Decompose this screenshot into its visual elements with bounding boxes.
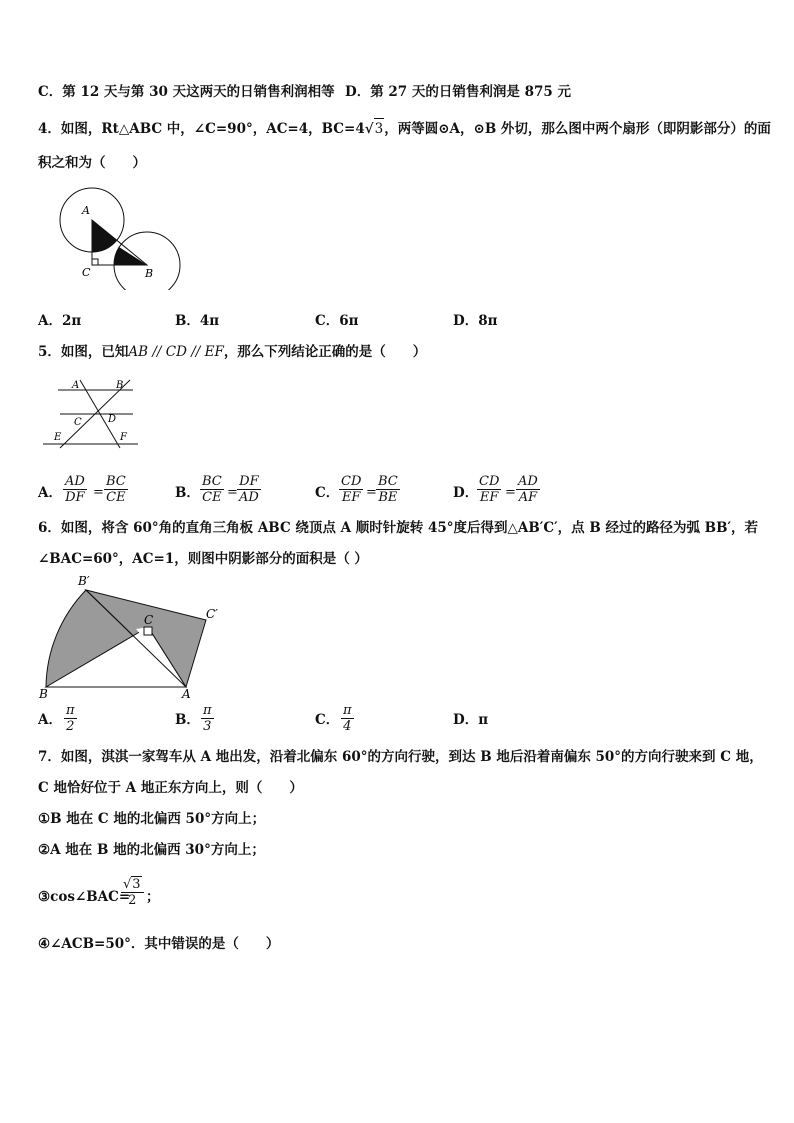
q5-figure <box>38 372 148 452</box>
q4-stem-a: 4．如图，Rt△ABC 中，∠C=90°，AC=4，BC=4 <box>38 121 365 137</box>
right-angle-mark <box>144 627 152 635</box>
q5-b-num1: BC <box>202 474 222 489</box>
q5-d-den2: AF <box>518 490 538 505</box>
q5-b-frac1 <box>200 474 224 505</box>
q5-c-den2: BE <box>378 490 398 505</box>
q5-a-den2: CE <box>106 490 126 505</box>
q5-option-c-label: C． <box>315 485 340 501</box>
q7-s3-frac <box>121 876 144 908</box>
fig-label-b: B <box>116 380 124 391</box>
q4-option-d: D．8π <box>453 313 498 329</box>
q7-statement-2: ②A 地在 B 地的北偏西 30°方向上； <box>38 842 265 858</box>
q5-b-frac2 <box>237 474 261 505</box>
q5-option-d-label: D． <box>453 485 479 501</box>
q5-stem-a: 5．如图，已知 <box>38 344 129 360</box>
q5-d-num2: AD <box>518 474 538 489</box>
q5-a-frac1 <box>63 474 87 505</box>
fig-label-b: B <box>145 267 154 280</box>
q5-b-equals: = <box>227 485 238 500</box>
fig-label-b-prime: B′ <box>78 574 90 588</box>
fig-label-c-prime: C′ <box>206 607 218 621</box>
q6-figure <box>36 572 236 702</box>
q6-c-den: 4 <box>343 719 352 734</box>
q6-b-num: π <box>203 703 212 718</box>
q5-c-frac2 <box>376 474 400 505</box>
q5-stem <box>38 342 426 362</box>
q5-a-num1: AD <box>65 474 85 489</box>
q5-d-frac2 <box>516 474 540 505</box>
q4-stem-line1: 4．如图，Rt△ABC 中，∠C=90°，AC=4，BC=4√3，两等圆⊙A，⊙B 外切，那么图中两个扇形（即阴影部分）的面 <box>38 118 771 139</box>
fig-label-a: A <box>72 380 80 391</box>
q5-a-den1: DF <box>65 490 85 505</box>
q6-option-d: D．π <box>453 712 489 728</box>
q7-stem-line1: 7．如图，淇淇一家驾车从 A 地出发，沿着北偏东 60°的方向行驶，到达 B 地后沿着南偏东 50°的方向行驶来到 C 地， <box>38 749 763 765</box>
q5-b-den2: AD <box>239 490 259 505</box>
q6-c-num: π <box>343 703 352 718</box>
q6-option-c-label: C． <box>315 712 340 728</box>
q5-a-equals: = <box>93 485 104 500</box>
q6-a-num: π <box>66 703 75 718</box>
q5-c-den1: EF <box>341 490 361 505</box>
fig-label-f: F <box>120 432 127 443</box>
q6-stem-line1: 6．如图，将含 60°角的直角三角板 ABC 绕顶点 A 顺时针旋转 45°度后得到△AB′C′，点 B 经过的路径为弧 BB′，若 <box>38 520 759 536</box>
q4-stem-b: ，两等圆⊙A，⊙B 外切，那么图中两个扇形（即阴影部分）的面 <box>384 121 771 137</box>
q6-a-frac <box>64 703 77 734</box>
q4-sqrt: 3 <box>374 118 385 139</box>
q4-option-c: C．6π <box>315 313 359 329</box>
fig-label-b: B <box>39 687 48 701</box>
q4-stem-line2: 积之和为（ ） <box>38 155 146 171</box>
q7-s3-suffix: ； <box>146 889 160 905</box>
q5-parallel: AB // CD // EF <box>128 344 224 360</box>
q6-b-frac <box>201 703 214 734</box>
q7-statement-1: ①B 地在 C 地的北偏西 50°方向上； <box>38 811 266 827</box>
q5-c-num1: CD <box>341 474 362 489</box>
q5-d-num1: CD <box>479 474 500 489</box>
q4-option-b: B．4π <box>175 313 220 329</box>
fig-label-c: C <box>144 613 154 627</box>
q5-d-den1: EF <box>479 490 499 505</box>
q6-stem-line2: ∠BAC=60°，AC=1，则图中阴影部分的面积是（ ） <box>38 551 368 567</box>
fig-label-a: A <box>82 204 90 217</box>
q5-option-a-label: A． <box>38 485 62 501</box>
fig-label-e: E <box>54 432 62 443</box>
q7-s3-sqrt: 3 <box>132 877 141 892</box>
q7-s3-den: 2 <box>128 893 137 908</box>
fig-label-a: A <box>182 687 191 701</box>
q5-stem-b: ，那么下列结论正确的是（ ） <box>223 344 427 360</box>
q5-c-frac1 <box>339 474 363 505</box>
q7-s3-prefix: ③cos∠BAC= <box>38 889 131 905</box>
q5-c-num2: BC <box>378 474 398 489</box>
q4-option-a: A．2π <box>38 313 82 329</box>
q7-stem-line2: C 地恰好位于 A 地正东方向上，则（ ） <box>38 780 303 796</box>
q5-d-frac1 <box>477 474 501 505</box>
q5-d-equals: = <box>505 485 516 500</box>
fig-label-d: D <box>108 414 117 425</box>
q4-figure <box>50 180 190 290</box>
q6-c-frac <box>341 703 354 734</box>
q6-b-den: 3 <box>203 719 212 734</box>
fig-label-c: C <box>74 417 82 428</box>
sector-a-shaded <box>92 220 117 252</box>
q6-option-a-label: A． <box>38 712 62 728</box>
q6-option-b-label: B． <box>175 712 200 728</box>
q6-a-den: 2 <box>66 719 75 734</box>
q5-a-num2: BC <box>106 474 126 489</box>
sector-b-shaded <box>114 247 147 265</box>
q5-b-num2: DF <box>239 474 259 489</box>
q5-a-frac2 <box>104 474 128 505</box>
q5-c-equals: = <box>366 485 377 500</box>
q7-statement-4: ④∠ACB=50°．其中错误的是（ ） <box>38 936 280 952</box>
q3-option-d: D．第 27 天的日销售利润是 875 元 <box>345 84 571 100</box>
q5-b-den1: CE <box>202 490 222 505</box>
q5-option-b-label: B． <box>175 485 200 501</box>
q7-s3-num: √3 <box>121 876 144 893</box>
fig-label-c: C <box>82 266 91 279</box>
q3-option-c: C．第 12 天与第 30 天这两天的日销售利润相等 <box>38 84 335 100</box>
right-angle-mark <box>92 259 98 265</box>
